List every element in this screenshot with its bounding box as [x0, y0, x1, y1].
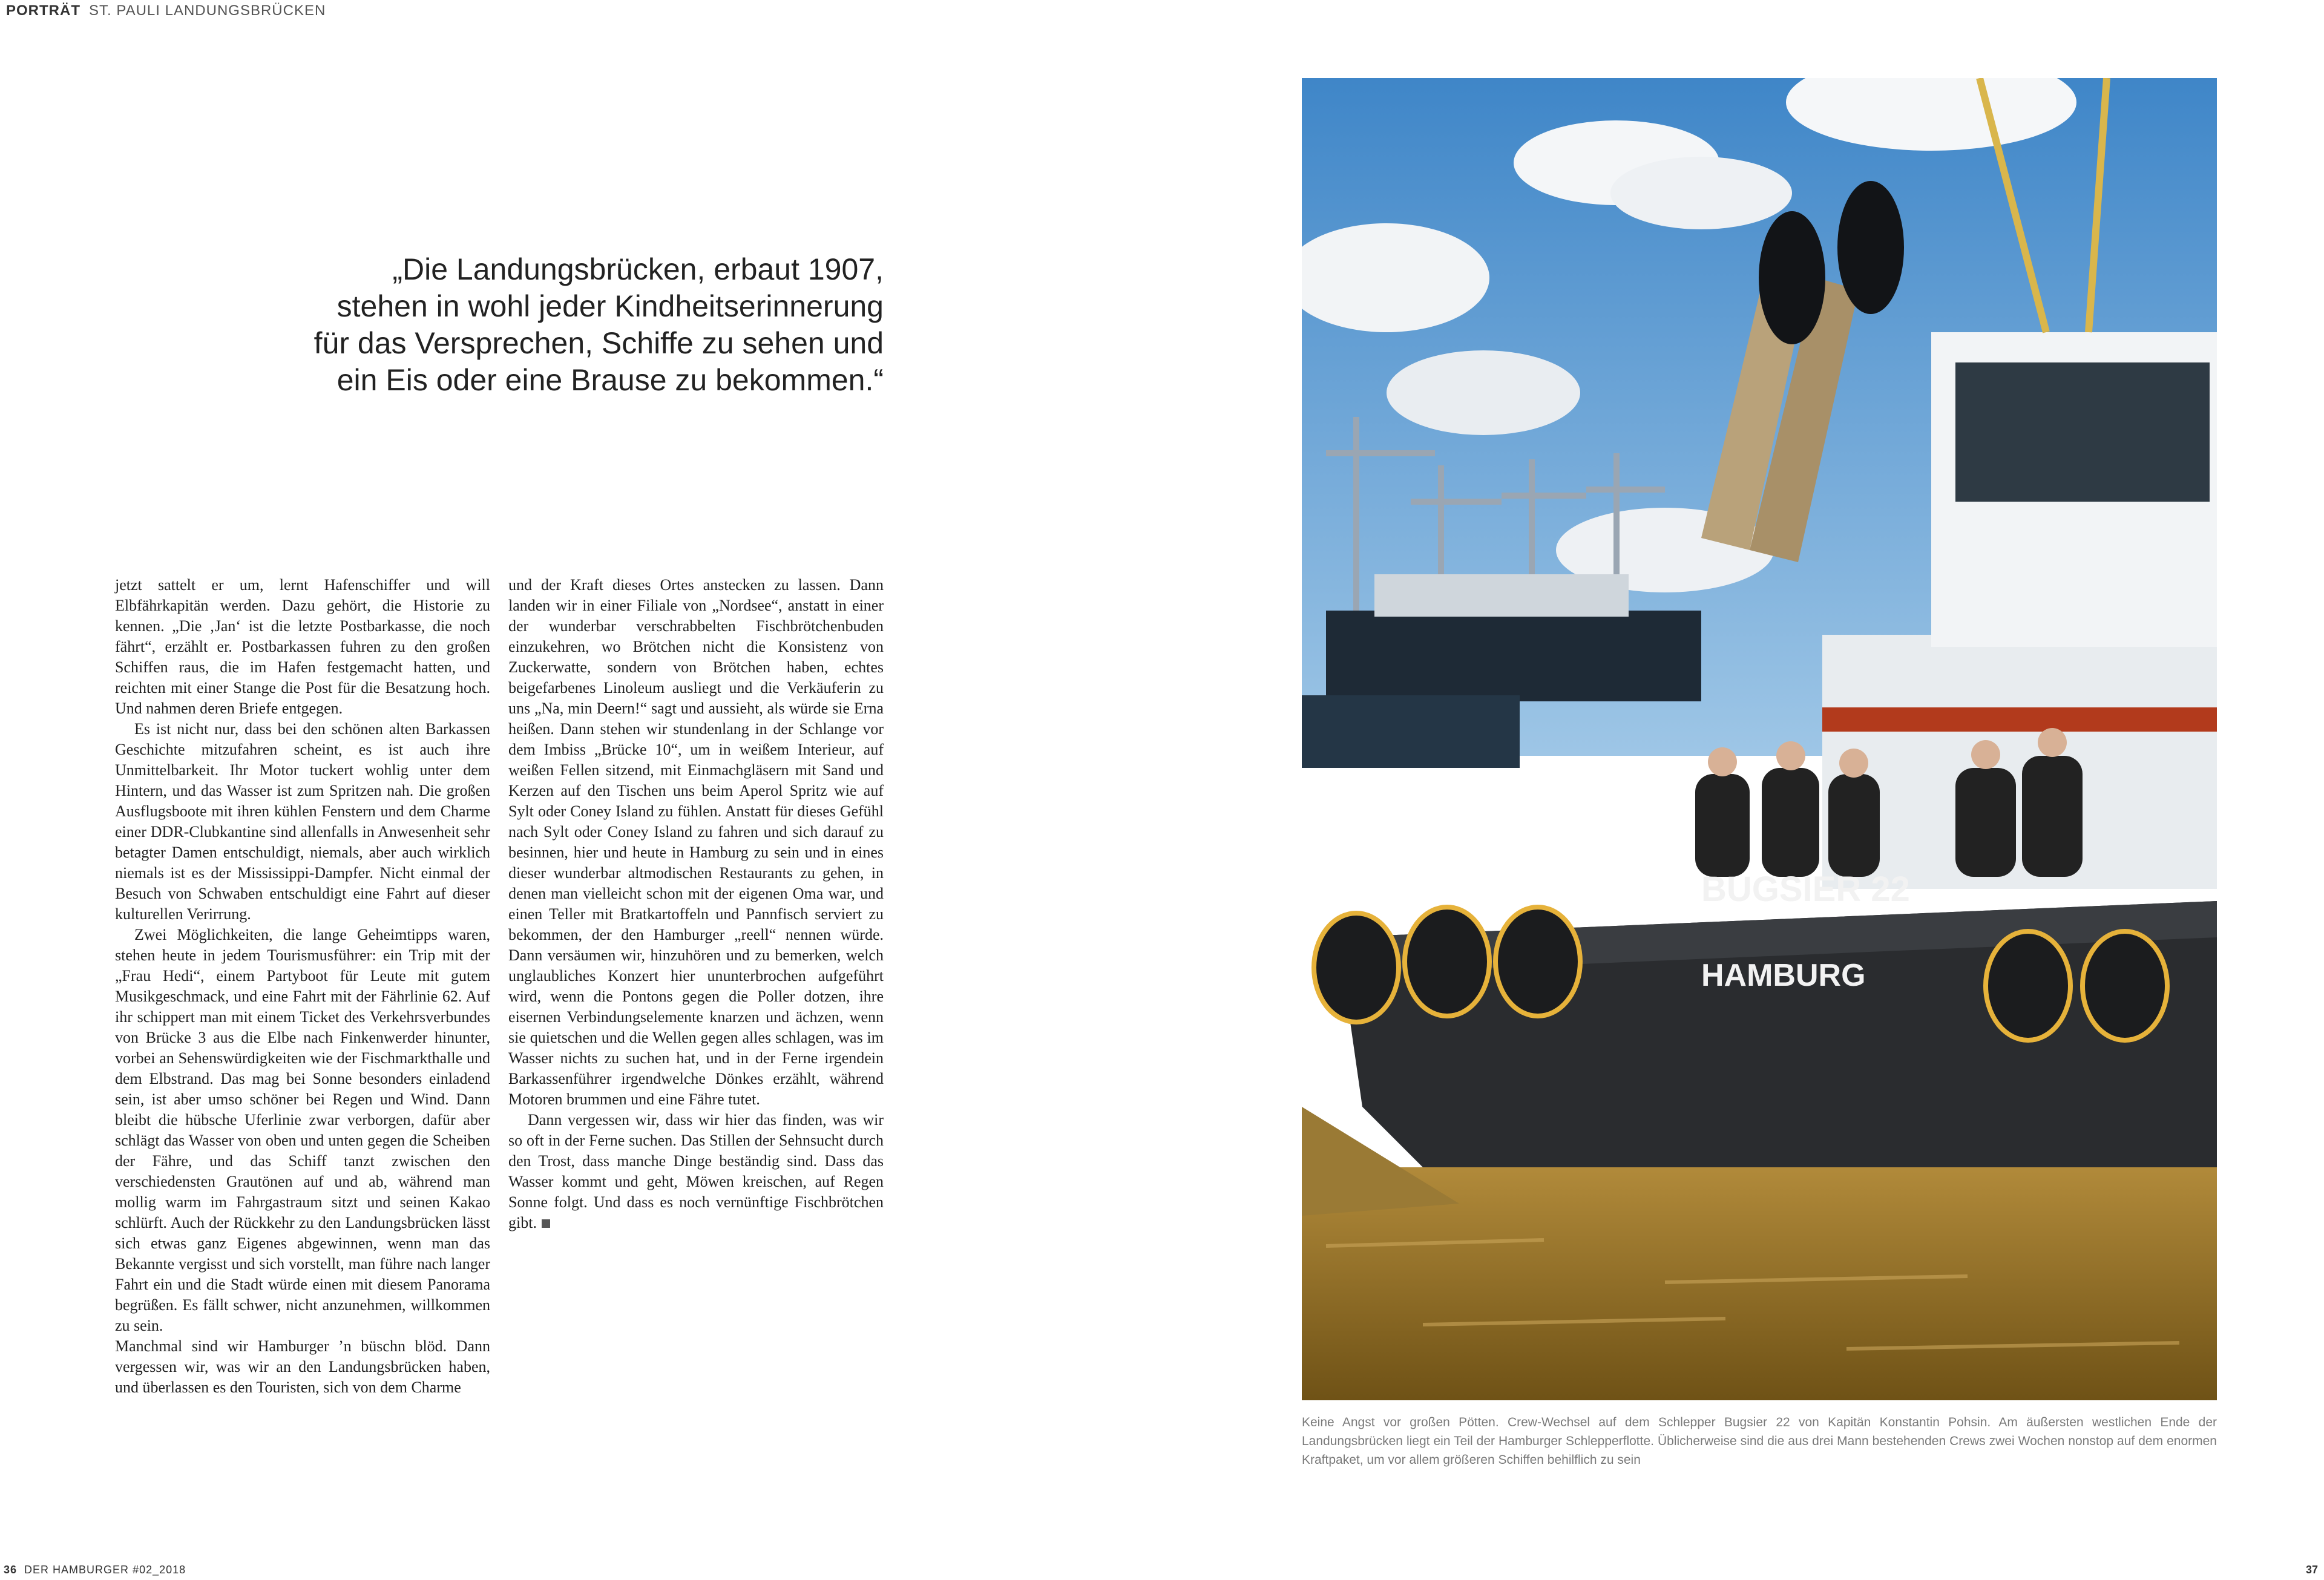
running-header	[6, 2, 326, 19]
paragraph: Manchmal sind wir Hamburger ’n büschn blöd. Dann vergessen wir, was wir an den Landungsbrücken haben, und überlassen es den Touristen, sich von dem Charme	[115, 1337, 490, 1396]
article-column-1	[115, 575, 490, 1398]
photo-caption: Keine Angst vor großen Pötten. Crew-Wechsel auf dem Schlepper Bugsier 22 von Kapitän Konstantin Pohsin. Am äußersten westlichen Ende der Landungsbrücken liegt ein Teil der Hamburger Schlepperflotte. Üblicherweise sind die aus drei Mann bestehenden Crews zwei Wochen nonstop auf dem enormen Kraftpaket, um vor allem größeren Schiffen behilflich zu sein	[1302, 1415, 2217, 1467]
tugboat-photo	[1302, 78, 2217, 1400]
page-number-right: 37	[2305, 1564, 2318, 1576]
end-mark-icon	[542, 1219, 550, 1228]
section-label: PORTRÄT	[6, 2, 80, 19]
footer-left	[4, 1564, 186, 1576]
paragraph: jetzt sattelt er um, lernt Hafenschiffer und will Elbfährkapitän werden. Dazu gehört, die Historie zu kennen. „Die ‚Jan‘ ist die letzte Postbarkasse, die noch fährt“, erzählt er. Postbarkassen fuhren zu den großen Schiffen raus, die im Hafen festgemacht hatten, und reichten mit einer Stange die Post für die Besatzung hoch. Und nahmen deren Briefe entgegen.	[115, 576, 490, 717]
magazine-name: DER HAMBURGER	[24, 1564, 130, 1576]
paragraph	[508, 1110, 884, 1233]
page-number-left: 36	[4, 1564, 18, 1576]
paragraph-text: Dann vergessen wir, dass wir hier das finden, was wir so oft in der Ferne suchen. Das Stillen der Sehnsucht durch den Trost, dass manche Dinge beständig sind. Dass das Wasser kommt und geht, Möwen kreischen, auf Regen Sonne folgt. Und dass es noch vernünftige Fischbrötchen gibt.	[508, 1111, 884, 1231]
article-column-2	[508, 575, 884, 1233]
issue-number: #02_2018	[133, 1564, 186, 1576]
subsection-label: ST. PAULI LANDUNGSBRÜCKEN	[89, 2, 326, 19]
boat-home-text: HAMBURG	[1701, 958, 1866, 993]
paragraph: Zwei Möglichkeiten, die lange Geheimtipps waren, stehen heute in jedem Tourismusführer: ein Trip mit der „Frau Hedi“, einem Partyboot für Leute mit gutem Musikgeschmack, und eine Fahrt mit der Fährlinie 62. Auf ihr schippert man mit einem Ticket des Verkehrsverbundes von Brücke 3 aus die Elbe nach Finkenwerder hinunter, vorbei an Sehenswürdigkeiten wie der Fischmarkthalle und dem Elbstrand. Das mag bei Sonne besonders einladend sein, ist aber umso schöner bei Regen und Wind. Dann bleibt die hübsche Uferlinie zwar verborgen, dafür aber schlägt das Wasser von oben und unten gegen die Scheiben der Fähre, und das Schiff tanzt zwischen den verschiedensten Grautönen auf und ab, während man mollig warm im Fahrgastraum sitzt und seinen Kakao schlürft. Auch der Rückkehr zu den Landungsbrücken lässt sich etwas ganz Eigenes abgewinnen, wenn man das Bekannte vergisst und sich vorstellt, man führe nach langer Fahrt ein und die Stadt würde einen mit diesem Panorama begrüßen. Es fällt schwer, nicht anzunehmen, willkommen zu sein.	[115, 926, 490, 1334]
paragraph: und der Kraft dieses Ortes anstecken zu lassen. Dann landen wir in einer Filiale von „Nordsee“, anstatt in einer der wunderbar verschrabbelten Fischbrötchenbuden einzukehren, wo Brötchen nicht die Konsistenz von Zuckerwatte, sondern von Brötchen haben, echtes beigefarbenes Linoleum ausliegt und die Verkäuferin zu uns „Na, min Deern!“ sagt und aussieht, als würde sie Erna heißen. Dann stehen wir stundenlang in der Schlange vor dem Imbiss „Brücke 10“, um in weißem Interieur, auf weißen Fellen sitzend, mit Einmachgläsern mit Sand und Kerzen auf den Tischen uns beim Aperol Spritz wie auf Sylt oder Coney Island zu fühlen. Anstatt für dieses Gefühl nach Sylt oder Coney Island zu fahren und sich darauf zu besinnen, hier und heute in Hamburg zu sein und in eines dieser wunderbar altmodischen Restaurants zu gehen, in denen man vielleicht schon mit der eigenen Oma war, und einen Teller mit Bratkartoffeln und Pannfisch serviert zu bekommen, der den Hamburger „reell“ nennen würde. Dann versäumen wir, hinzuhören und zu bemerken, welch unglaubliches Konzert hier ununterbrochen aufgeführt wird, wenn die Pontons gegen die Poller dotzen, ihre eisernen Verbindungselemente knarzen und ächzen, wenn sie quietschen und die Wellen gegen alles schlagen, was im Wasser nichts zu suchen hat, und in der Ferne irgendein Barkassenführer irgendwelche Dönkes erzählt, während Motoren brummen und eine Fähre tutet.	[508, 576, 884, 1108]
boat-name-text: BUGSIER 22	[1701, 870, 1910, 909]
paragraph: Es ist nicht nur, dass bei den schönen alten Barkassen Geschichte mitzufahren scheint, es ist auch ihre Unmittelbarkeit. Ihr Motor tuckert wohlig unter dem Hintern, und das Wasser ist zum Spritzen nah. Die großen Ausflugsboote mit ihren kühlen Fenstern und dem Charme einer DDR-Clubkantine sind allenfalls in Anwesenheit sehr betagter Damen entschuldigt, niemals, aber auch wirklich niemals ist es der Mississippi-Dampfer. Nicht einmal der Besuch von Schwaben entschuldigt eine Fahrt auf dieser kulturellen Verirrung.	[115, 720, 490, 923]
pull-quote: „Die Landungsbrücken, erbaut 1907, stehen in wohl jeder Kindheitserinnerung für das Versprechen, Schiffe zu sehen und ein Eis oder eine Brause zu bekommen.“	[313, 252, 884, 397]
